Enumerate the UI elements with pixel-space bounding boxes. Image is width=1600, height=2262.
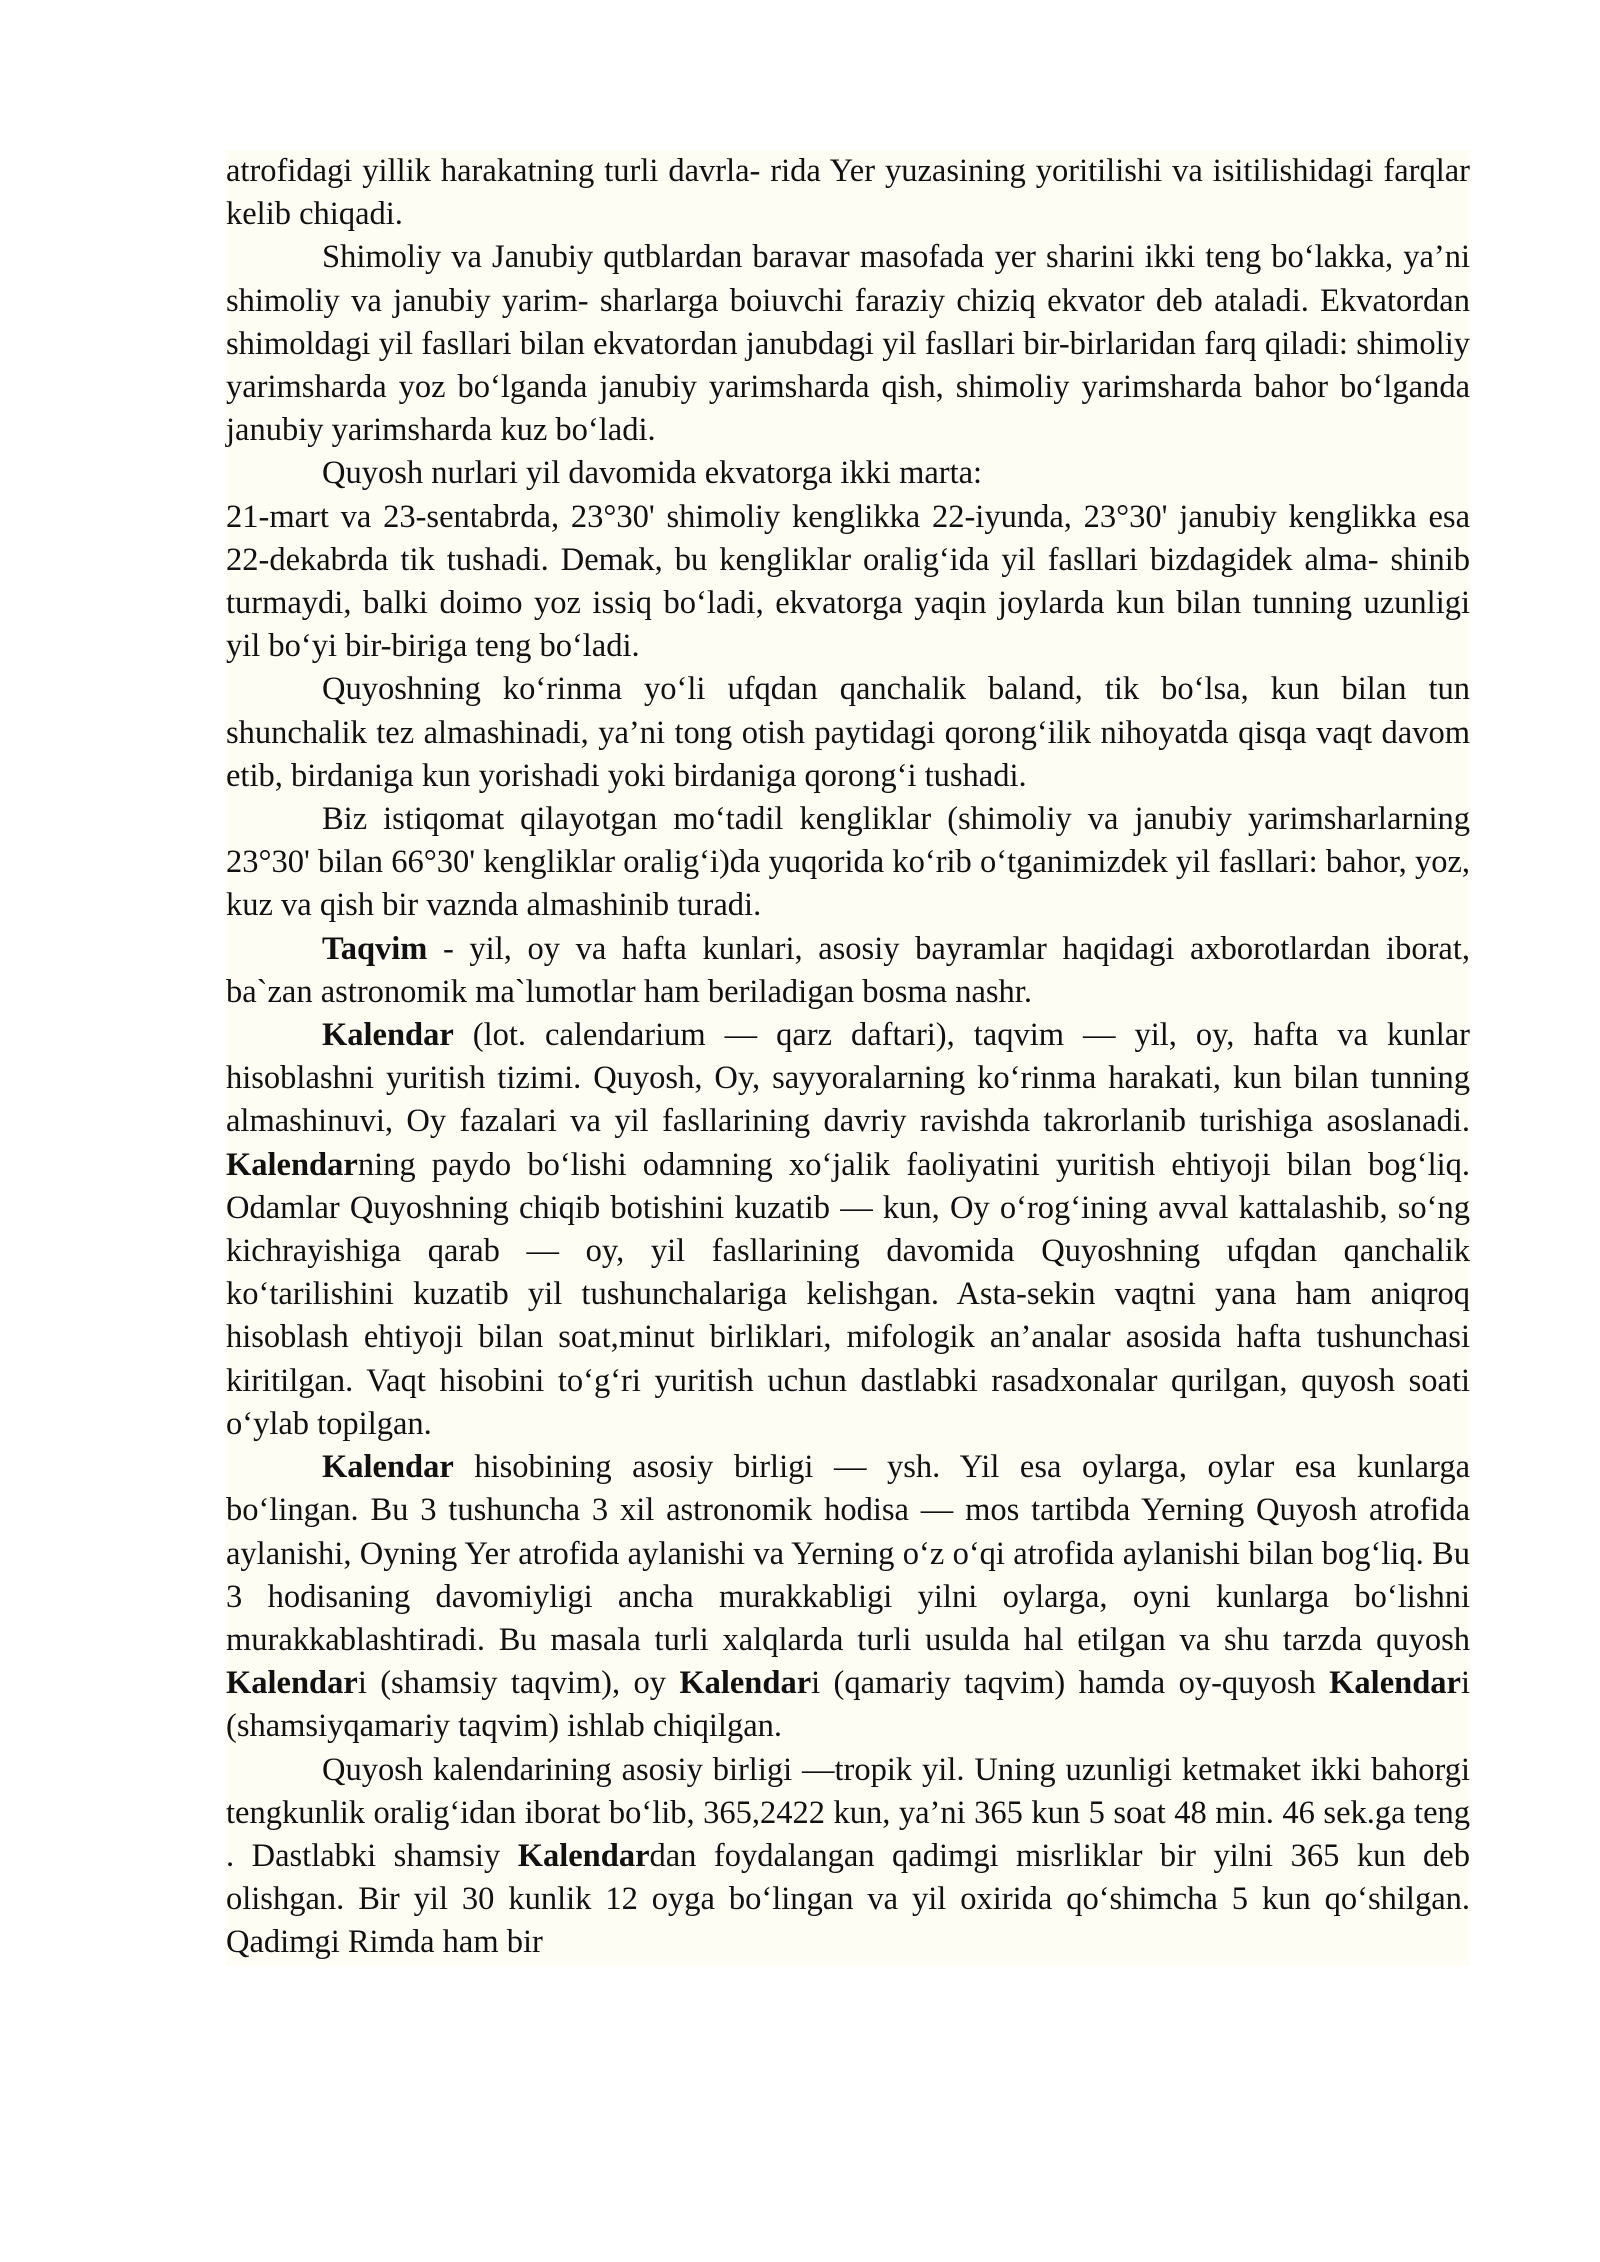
bold-term: Kalendar — [679, 1665, 812, 1702]
bold-term: Kalendar — [226, 1665, 358, 1702]
bold-term: Taqvim — [322, 930, 428, 967]
text-run: - yil, oy va hafta kunlari, asosiy bayramlar haqidagi axborotlardan iborat, ba`zan astronomik ma`lumotlar ham beriladigan bosma nashr. — [226, 930, 1470, 1010]
document-page — [226, 150, 1470, 1965]
text-run: atrofidagi yillik harakatning turli davrla- rida Yer yuzasining yoritilishi va isitilishidagi farqlar kelib chiqadi. — [226, 153, 1470, 233]
bold-term: Kalendar — [322, 1449, 454, 1486]
paragraph — [226, 1446, 1470, 1748]
paragraph — [226, 668, 1470, 798]
text-run: Shimoliy va Janubiy qutblardan baravar masofada yer sharini ikki teng bo‘lakka, ya’ni shimoliy va janubiy yarim- sharlarga boiuvchi faraziy chiziq ekvator deb ataladi. Ekvatordan shimoldagi yil fasllari bilan ekvatordan janubdagi yil fasllari bir-birlaridan farq qiladi: shimoliy yarimsharda yoz bo‘lganda janubiy yarimsharda qish, shimoliy yarimsharda bahor bo‘lganda janubiy yarimsharda kuz bo‘ladi. — [226, 239, 1470, 449]
paragraph — [226, 1749, 1470, 1965]
text-run: hisobining asosiy birligi — ysh. Yil esa oylarga, oylar esa kunlarga bo‘lingan. Bu 3 tushuncha 3 xil astronomik hodisa — mos tartibda Yerning Quyosh atrofida aylanishi, Oyning Yer atrofida aylanishi va Yerning o‘z o‘qi atrofida aylanishi bilan bog‘liq. Bu 3 hodisaning davomiyligi ancha murakkabligi yilni oylarga, oyni kunlarga bo‘lishni murakkablashtiradi. Bu masala turli xalqlarda turli usulda hal etilgan va shu tarzda quyosh — [226, 1449, 1470, 1658]
text-run: i (shamsiy taqvim), oy — [357, 1665, 680, 1702]
paragraph — [226, 452, 1470, 495]
paragraph — [226, 496, 1470, 669]
text-run: (lot. calendarium — qarz daftari), taqvim — yil, oy, hafta va kunlar hisoblashni yuritish tizimi. Quyosh, Oy, sayyoralarning ko‘rinma harakati, kun bilan tunning almashinuvi, Oy fazalari va yil fasllarining davriy ravishda takrorlanib turishiga asoslanadi. — [226, 1017, 1470, 1140]
bold-term: Kalendar — [1329, 1665, 1461, 1702]
text-run: Quyosh kalendarining asosiy birligi —tropik yil. Uning uzunligi ketmaket ikki bahorgi tengkunlik oralig‘idan iborat bo‘lib, 365,2422 kun, ya’ni 365 kun 5 soat 48 min. 46 sek.ga teng . Dastlabki shamsiy — [226, 1751, 1470, 1874]
paragraph — [226, 236, 1470, 452]
paragraph — [226, 150, 1470, 236]
paragraph — [226, 928, 1470, 1014]
text-run: Quyosh nurlari yil davomida ekvatorga ikki marta: — [322, 455, 983, 492]
paragraph — [226, 1014, 1470, 1446]
paragraph — [226, 798, 1470, 928]
text-run: Biz istiqomat qilayotgan mo‘tadil kengliklar (shimoliy va janubiy yarimsharlarning 23°30' bilan 66°30' kengliklar oralig‘i)da yuqorida ko‘rib o‘tganimizdek yil fasllari: bahor, yoz, kuz va qish bir vaznda almashinib turadi. — [226, 801, 1470, 924]
text-run: Quyoshning ko‘rinma yo‘li ufqdan qanchalik baland, tik bo‘lsa, kun bilan tun shunchalik tez almashinadi, ya’ni tong otish paytidagi qorong‘ilik nihoyatda qisqa vaqt davom etib, birdaniga kun yorishadi yoki birdaniga qorong‘i tushadi. — [226, 671, 1470, 794]
text-run: i (qamariy taqvim) hamda oy-quyosh — [811, 1665, 1330, 1702]
bold-term: Kalendar — [322, 1017, 454, 1054]
text-run: 21-mart va 23-sentabrda, 23°30' shimoliy kenglikka 22-iyunda, 23°30' janubiy kenglikka esa 22-dekabrda tik tushadi. Demak, bu kengliklar oralig‘ida yil fasllari bizdagidek alma- shinib turmaydi, balki doimo yoz issiq bo‘ladi, ekvatorga yaqin joylarda kun bilan tunning uzunligi yil bo‘yi bir-biriga teng bo‘ladi. — [226, 498, 1470, 665]
text-run: dan foydalangan qadimgi misrliklar bir yilni 365 kun deb olishgan. Bir yil 30 kunlik 12 oyga bo‘lingan va yil oxirida qo‘shimcha 5 kun qo‘shilgan. Qadimgi Rimda ham bir — [226, 1837, 1470, 1961]
bold-term: Kalendar — [226, 1146, 358, 1183]
text-run: ning paydo bo‘lishi odamning xo‘jalik faoliyatini yuritish ehtiyoji bilan bog‘liq. Odamlar Quyoshning chiqib botishini kuzatib — kun, Oy o‘rog‘ining avval kattalashib, so‘ng kichrayishiga qarab — oy, yil fasllarining davomida Quyoshning ufqdan qanchalik ko‘tarilishini kuzatib yil tushunchalariga kelishgan. Asta-sekin vaqtni yana ham aniqroq hisoblash ehtiyoji bilan soat,minut birliklari, mifologik an’analar asosida hafta tushunchasi kiritilgan. Vaqt hisobini to‘g‘ri yuritish uchun dastlabki rasadxonalar qurilgan, quyosh soati o‘ylab topilgan. — [226, 1146, 1470, 1442]
bold-term: Kalendar — [517, 1837, 650, 1874]
text-run: i (shamsiyqamariy taqvim) ishlab chiqilgan. — [226, 1665, 1470, 1745]
